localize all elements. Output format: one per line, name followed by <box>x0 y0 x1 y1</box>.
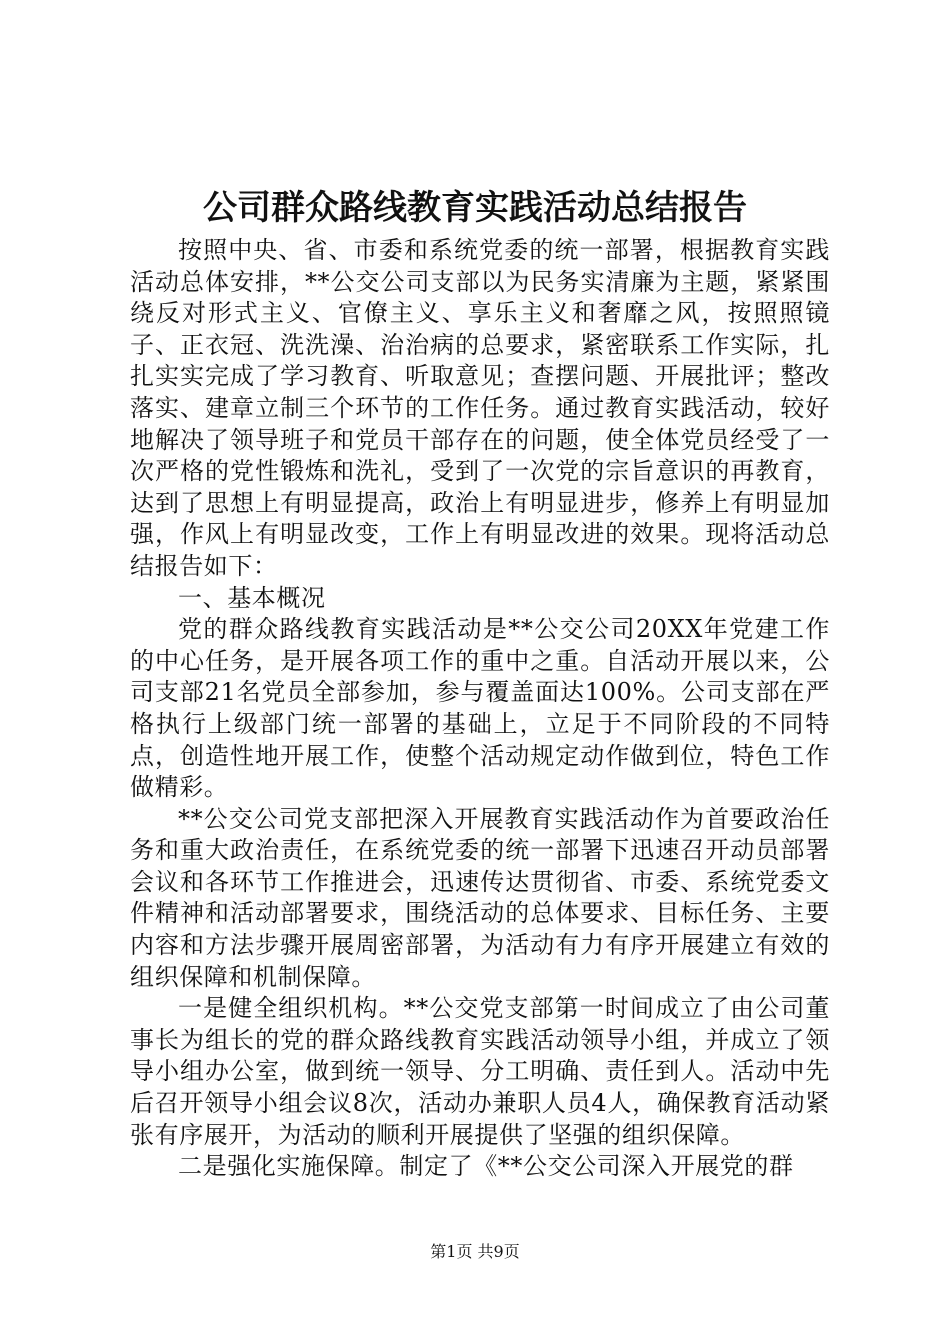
document-body <box>130 235 830 1183</box>
section-heading-basic-overview: 一、基本概况 <box>178 583 326 612</box>
paragraph-intro: 按照中央、省、市委和系统党委的统一部署，根据教育实践活动总体安排，**公交公司支部以为民务实清廉为主题，紧紧围绕反对形式主义、官僚主义、享乐主义和奢靡之风，按照照镜子、正衣冠、洗洗澡、治治病的总要求，紧密联系工作实际，扎扎实实完成了学习教育、听取意见；查摆问题、开展批评；整改落实、建章立制三个环节的工作任务。通过教育实践活动，较好地解决了领导班子和党员干部存在的问题，使全体党员经受了一次严格的党性锻炼和洗礼，受到了一次党的宗旨意识的再教育，达到了思想上有明显提高，政治上有明显进步，修养上有明显加强，作风上有明显改变，工作上有明显改进的效果。现将活动总结报告如下： <box>130 236 830 580</box>
page-footer: 第1页 共9页 <box>430 1242 520 1261</box>
paragraph-organization: 一是健全组织机构。**公交党支部第一时间成立了由公司董事长为组长的党的群众路线教育实践活动领导小组，并成立了领导小组办公室，做到统一领导、分工明确、责任到人。活动中先后召开领导小组会议8次，活动办兼职人员4人，确保教育活动紧张有序展开，为活动的顺利开展提供了坚强的组织保障。 <box>130 994 830 1149</box>
document-title: 公司群众路线教育实践活动总结报告 <box>203 188 747 228</box>
paragraph-deployment: **公交公司党支部把深入开展教育实践活动作为首要政治任务和重大政治责任，在系统党委的统一部署下迅速召开动员部署会议和各环节工作推进会，迅速传达贯彻省、市委、系统党委文件精神和活动部署要求，围绕活动的总体要求、目标任务、主要内容和方法步骤开展周密部署，为活动有力有序开展建立有效的组织保障和机制保障。 <box>130 804 830 991</box>
paragraph-implementation: 二是强化实施保障。制定了《**公交公司深入开展党的群 <box>178 1152 794 1181</box>
paragraph-overview: 党的群众路线教育实践活动是**公交公司20XX年党建工作的中心任务，是开展各项工作的重中之重。自活动开展以来，公司支部21名党员全部参加，参与覆盖面达100%。公司支部在严格执行上级部门统一部署的基础上，立足于不同阶段的不同特点，创造性地开展工作，使整个活动规定动作做到位，特色工作做精彩。 <box>130 615 830 802</box>
